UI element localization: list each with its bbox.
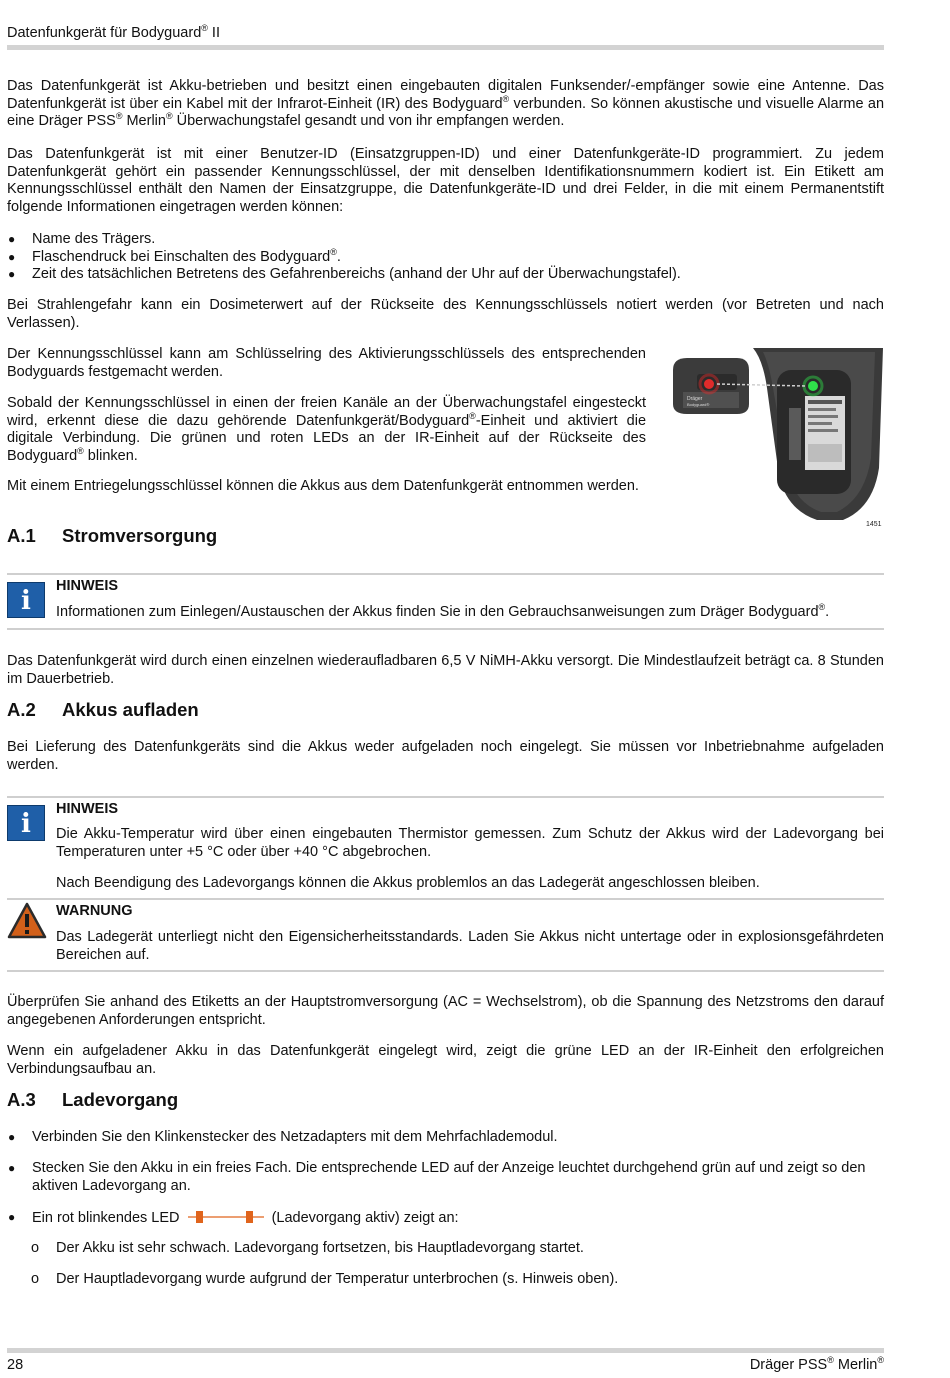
list-item-text: (Ladevorgang aktiv) zeigt an:: [271, 1210, 459, 1226]
notice-title: HINWEIS: [56, 801, 119, 817]
intro-paragraph-1: [7, 78, 884, 131]
sup: ®: [877, 1355, 884, 1366]
bullet: ●: [8, 1161, 16, 1175]
warning-icon: [7, 902, 47, 940]
figure-key-brand: Dräger: [687, 396, 703, 402]
intro-paragraph-5: [7, 395, 646, 465]
section-heading-a3: [7, 1091, 178, 1109]
text-run: Das Datenfunkgerät ist Akku-betrieben und besitzt einen eingebauten digitalen Funksender/-empfänger sowie eine Antenne. Das Datenfunkgerät ist über ein Kabel mit der Infrarot-Einheit (IR) des Bodyguard: [7, 78, 884, 112]
section-heading-a2: [7, 701, 199, 719]
running-header: [7, 25, 220, 43]
section-number: A.1: [7, 525, 36, 546]
figure-number: 1451: [866, 521, 882, 528]
text-run: -Einheit und aktiviert die digitale Verbindung. Die grünen und roten LEDs an der IR-Einheit auf der Rückseite des Bodyguard: [7, 412, 647, 464]
sub-bullet: o: [31, 1271, 40, 1287]
text-run: Merlin: [122, 113, 166, 129]
info-icon: i: [7, 805, 45, 841]
label-info-list: [7, 231, 884, 284]
sup: ®: [502, 93, 510, 104]
text-run: verbunden. So können akustische und visuelle Alarme an eine Dräger PSS: [7, 95, 885, 129]
text-run: Sobald der Kennungsschlüssel in einen der freien Kanäle an der Überwachungstafel eingesteckt wird, erkennt diese die dazu gehörende Datenfunkgerät/Bodyguard: [7, 395, 646, 429]
notice-rule-top: [7, 573, 884, 575]
sub-bullet: o: [31, 1240, 40, 1256]
section-title: Ladevorgang: [62, 1089, 179, 1110]
text-run: Informationen zum Einlegen/Austauschen der Akkus finden Sie in den Gebrauchsanweisungen zum Dräger Bodyguard: [56, 604, 819, 620]
notice-rule: [7, 898, 884, 900]
list-item-text: Stecken Sie den Akku in ein freies Fach. Die entsprechende LED auf der Anzeige leuchtet durchgehend grün auf und zeigt so den aktiven Ladevorgang an.: [32, 1160, 866, 1194]
sup: ®: [165, 111, 173, 122]
sup: ®: [469, 410, 476, 421]
header-title-end: II: [207, 25, 220, 41]
list-item: [7, 266, 884, 284]
footer-rule: [7, 1348, 884, 1353]
supply-check-paragraph: Überprüfen Sie anhand des Etiketts an der Hauptstromversorgung (AC = Wechselstrom), ob die Spannung des Netzstroms den darauf angegebenen Anforderungen entspricht.: [7, 994, 884, 1028]
list-item: [7, 1209, 884, 1228]
a2-paragraph: Bei Lieferung des Datenfunkgeräts sind die Akkus weder aufgeladen noch eingelegt. Sie müssen vor Inbetriebnahme aufgeladen werden.: [7, 739, 884, 773]
charging-list: [7, 1129, 884, 1147]
intro-paragraph-6: Mit einem Entriegelungsschlüssel können die Akkus aus dem Datenfunkgerät entnommen werden.: [7, 478, 639, 494]
text-run: Merlin: [833, 1357, 878, 1373]
list-item: [7, 1129, 884, 1147]
intro-paragraph-3: Bei Strahlengefahr kann ein Dosimeterwert auf der Rückseite des Kennungsschlüssels notiert werden (vor Betreten und nach Verlassen).: [7, 297, 884, 331]
text-run: .: [336, 248, 341, 265]
text-run: Dräger PSS: [749, 1357, 828, 1373]
list-item-text: Verbinden Sie den Klinkenstecker des Netzadapters mit dem Mehrfachlademodul.: [32, 1129, 558, 1145]
list-item: [7, 1160, 884, 1195]
sup: ®: [330, 246, 337, 257]
charging-list: [7, 1160, 884, 1195]
sup: ®: [115, 111, 123, 122]
list-item-text: Flaschendruck bei Einschalten des Bodyguard: [32, 248, 331, 265]
sup: ®: [818, 602, 826, 613]
text-run: .: [825, 604, 830, 620]
list-item: [7, 231, 884, 249]
intro-paragraph-4: Der Kennungsschlüssel kann am Schlüsselring des Aktivierungsschlüssels des entsprechenden Bodyguards festgemacht werden.: [7, 346, 646, 380]
text-run: Überwachungstafel gesandt und von ihr empfangen werden.: [172, 113, 565, 129]
warning-rule-bottom: [7, 970, 884, 972]
bullet: ●: [8, 1210, 16, 1224]
notice-text: [56, 604, 884, 622]
section-heading-a1: [7, 527, 217, 545]
header-title: Datenfunkgerät für Bodyguard: [7, 25, 202, 41]
notice-text: Die Akku-Temperatur wird über einen eingebauten Thermistor gemessen. Zum Schutz der Akkus wird der Ladevorgang bei Temperaturen unter +5 °C oder über +40 °C abgebrochen.: [56, 826, 884, 860]
warning-title: WARNUNG: [56, 903, 133, 919]
text-run: blinken.: [83, 447, 138, 464]
bullet: ●: [8, 249, 16, 264]
bullet: ●: [8, 1130, 16, 1144]
sup: ®: [827, 1355, 834, 1366]
sub-list-text: Der Akku ist sehr schwach. Ladevorgang fortsetzen, bis Hauptladevorgang startet.: [56, 1240, 584, 1256]
list-item-text: Ein rot blinkendes LED: [32, 1210, 180, 1226]
blinking-led-icon: [188, 1209, 264, 1225]
notice-title: HINWEIS: [56, 578, 119, 594]
charging-list: [7, 1209, 884, 1228]
list-item-text: Name des Trägers.: [32, 231, 156, 247]
section-number: A.2: [7, 699, 36, 720]
intro-paragraph-2: Das Datenfunkgerät ist mit einer Benutzer-ID (Einsatzgruppen-ID) und einer Datenfunkgeräte-ID programmiert. Zu jedem Datenfunkgerät gehört ein passender Kennungsschlüssel, der mit denselben Identifikationsnummern kodiert ist. Ein Etikett am Kennungsschlüssel enthält den Namen der Einsatzgruppe, die Datenfunkgeräte-ID und drei Felder, in die mit einem Permanentstift folgende Informationen eingetragen werden können:: [7, 146, 884, 215]
device-figure: [667, 348, 883, 520]
section-number: A.3: [7, 1089, 36, 1110]
bullet: ●: [8, 232, 16, 246]
footer-product: [750, 1357, 884, 1375]
sup: ®: [77, 445, 84, 456]
led-paragraph: Wenn ein aufgeladener Akku in das Datenfunkgerät eingelegt wird, zeigt die grüne LED an der IR-Einheit den erfolgreichen Verbindungsaufbau an.: [7, 1043, 884, 1077]
section-title: Stromversorgung: [62, 525, 218, 546]
bullet: ●: [8, 267, 16, 281]
sub-list-text: Der Hauptladevorgang wurde aufgrund der Temperatur unterbrochen (s. Hinweis oben).: [56, 1271, 619, 1287]
header-sup: ®: [201, 23, 208, 34]
list-item-text: Zeit des tatsächlichen Betretens des Gefahrenbereichs (anhand der Uhr auf der Überwachungstafel).: [32, 266, 681, 282]
a1-paragraph: Das Datenfunkgerät wird durch einen einzelnen wiederaufladbaren 6,5 V NiMH-Akku versorgt. Die Mindestlaufzeit beträgt ca. 8 Stunden im Dauerbetrieb.: [7, 653, 884, 687]
list-item: [7, 246, 884, 267]
notice-text: Nach Beendigung des Ladevorgangs können die Akkus problemlos an das Ladegerät angeschlossen bleiben.: [56, 875, 760, 891]
header-rule: [7, 45, 884, 50]
warning-text: Das Ladegerät unterliegt nicht den Eigensicherheitsstandards. Laden Sie Akkus nicht untertage oder in explosionsgefährdeten Bereichen auf.: [56, 929, 884, 963]
page-number: 28: [7, 1357, 24, 1373]
section-title: Akkus aufladen: [62, 699, 199, 720]
notice-rule-bottom: [7, 628, 884, 630]
notice-rule-top: [7, 796, 884, 798]
figure-key-label: Bodyguard®: [687, 402, 710, 407]
info-icon: i: [7, 582, 45, 618]
